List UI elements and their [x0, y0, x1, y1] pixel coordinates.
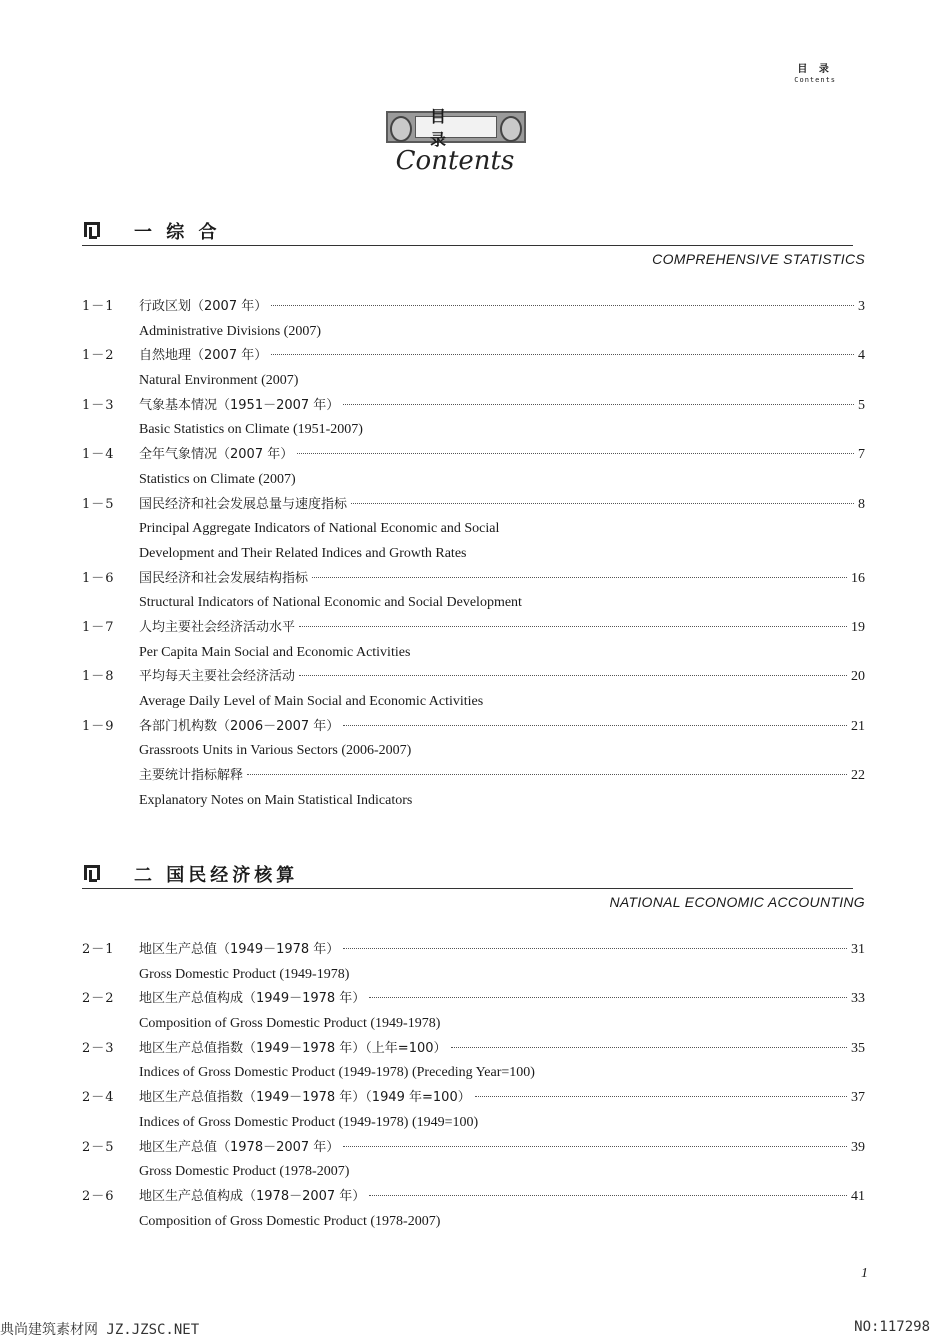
entry-number: 1－6: [82, 570, 115, 586]
entry-title-en: Natural Environment (2007): [139, 373, 299, 389]
entry-page-number: 7: [858, 447, 865, 463]
entry-list: [82, 938, 865, 1234]
section-national-economic-accounting: [82, 865, 865, 1229]
dot-leader: [475, 1096, 847, 1097]
entry-title-cn: 平均每天主要社会经济活动: [139, 669, 296, 685]
section-bullet-icon: [84, 865, 100, 880]
entry-number: 1－9: [82, 718, 115, 734]
entry-title-cn: 各部门机构数（2006－2007 年）: [139, 718, 340, 734]
entry-page-number: 22: [851, 768, 865, 784]
running-header-en: Contents: [794, 76, 836, 84]
dot-leader: [299, 626, 847, 627]
entry-title-cn: 地区生产总值指数（1949－1978 年）（上年=100）: [139, 1040, 447, 1056]
entry-cn-line: [139, 567, 865, 592]
dot-leader: [299, 675, 847, 676]
entry-number: 2－1: [82, 942, 115, 957]
watermark-number: NO:117298: [854, 1319, 930, 1335]
section-heading: [82, 222, 865, 267]
dot-leader: [369, 1195, 847, 1196]
entry-page-number: 8: [858, 496, 865, 512]
entry-number: 1－8: [82, 669, 115, 685]
entry-number: 1－7: [82, 619, 115, 635]
entry-title-en: Development and Their Related Indices and Growth Rates: [139, 545, 467, 561]
entry-page-number: 33: [851, 991, 865, 1007]
entry-title-cn: 人均主要社会经济活动水平: [139, 619, 296, 635]
section-title-en: COMPREHENSIVE STATISTICS: [652, 251, 865, 267]
title-cn: 目 录: [415, 116, 497, 138]
dot-leader: [297, 453, 854, 454]
toc-entry[interactable]: [82, 1185, 865, 1210]
entry-page-number: 37: [851, 1090, 865, 1106]
entry-title-cn: 国民经济和社会发展结构指标: [139, 570, 309, 586]
toc-entry-en-row: [82, 641, 865, 666]
entry-page-number: 20: [851, 669, 865, 685]
dot-leader: [247, 774, 847, 775]
entry-page-number: 5: [858, 397, 865, 413]
toc-entry-en-row: [82, 591, 865, 616]
entry-page-number: 19: [851, 619, 865, 635]
toc-entry[interactable]: [82, 1086, 865, 1111]
toc-entry-en-row: [82, 789, 865, 814]
entry-title-en: Average Daily Level of Main Social and Economic Activities: [139, 694, 484, 709]
entry-title-en: Gross Domestic Product (1978-2007): [139, 1164, 350, 1180]
watermark-site: 典尚建筑素材网 JZ.JZSC.NET: [0, 1322, 200, 1338]
entry-cn-line: [139, 987, 865, 1012]
entry-cn-line: [139, 938, 865, 963]
entry-cn-line: [139, 1086, 865, 1111]
entry-page-number: 35: [851, 1040, 865, 1056]
toc-entry-en-row: [82, 1160, 865, 1185]
toc-entry-en-row: [82, 418, 865, 443]
entry-cn-line: [139, 344, 865, 369]
toc-entry[interactable]: [82, 665, 865, 690]
entry-title-en: Gross Domestic Product (1949-1978): [139, 966, 350, 982]
entry-cn-line: [139, 616, 865, 641]
section-heading: [82, 865, 865, 910]
toc-entry[interactable]: [82, 344, 865, 369]
toc-entry[interactable]: [82, 1136, 865, 1161]
entry-title-cn: 地区生产总值（1949－1978 年）: [139, 942, 340, 957]
toc-entry-en-row: [82, 963, 865, 988]
entry-title-en: Basic Statistics on Climate (1951-2007): [139, 422, 363, 438]
toc-entry-en-row: [82, 1061, 865, 1086]
toc-entry[interactable]: [82, 394, 865, 419]
dot-leader: [343, 1146, 847, 1147]
entry-page-number: 16: [851, 570, 865, 586]
entry-number: 1－1: [82, 299, 115, 314]
title-plaque: [386, 107, 526, 149]
entry-title-cn: 自然地理（2007 年）: [139, 348, 268, 364]
toc-entry[interactable]: [82, 938, 865, 963]
entry-number: 2－4: [82, 1090, 115, 1106]
toc-entry[interactable]: [82, 715, 865, 740]
section-rule: [82, 245, 853, 246]
entry-page-number: 4: [858, 348, 865, 364]
dot-leader: [271, 305, 854, 306]
dot-leader: [343, 948, 847, 949]
dot-leader: [343, 725, 847, 726]
entry-number: 1－2: [82, 348, 115, 364]
toc-entry-en-row: [82, 690, 865, 715]
entry-cn-line: [139, 715, 865, 740]
dot-leader: [351, 503, 854, 504]
toc-entry[interactable]: [82, 443, 865, 468]
entry-number: 1－4: [82, 447, 115, 463]
entry-number: 2－2: [82, 991, 115, 1007]
page-number: 1: [861, 1266, 868, 1281]
entry-page-number: 39: [851, 1139, 865, 1155]
entry-cn-line: [139, 764, 865, 789]
entry-cn-line: [139, 493, 865, 518]
dot-leader: [271, 354, 854, 355]
entry-title-en: Indices of Gross Domestic Product (1949-1978) (Preceding Year=100): [139, 1065, 535, 1081]
title-en: Contents: [395, 146, 515, 176]
toc-entry-en-row: [82, 468, 865, 493]
entry-title-en: Per Capita Main Social and Economic Activities: [139, 644, 411, 660]
entry-page-number: 21: [851, 718, 865, 734]
toc-entry[interactable]: [82, 616, 865, 641]
entry-title-cn: 地区生产总值构成（1978－2007 年）: [139, 1188, 366, 1204]
entry-title-en: Statistics on Climate (2007): [139, 471, 296, 487]
entry-title-en: Grassroots Units in Various Sectors (2006-2007): [139, 743, 412, 759]
entry-list: [82, 295, 865, 813]
section-rule: [82, 888, 853, 889]
entry-title-cn: 行政区划（2007 年）: [139, 299, 268, 314]
dot-leader: [312, 577, 847, 578]
toc-entry[interactable]: [82, 567, 865, 592]
toc-entry[interactable]: [82, 987, 865, 1012]
entry-title-cn: 地区生产总值（1978－2007 年）: [139, 1139, 340, 1155]
toc-entry[interactable]: [82, 764, 865, 789]
entry-title-en: Composition of Gross Domestic Product (1949-1978): [139, 1016, 441, 1032]
toc-entry[interactable]: [82, 1037, 865, 1062]
entry-title-cn: 全年气象情况（2007 年）: [139, 447, 294, 463]
entry-title-cn: 地区生产总值指数（1949－1978 年）（1949 年=100）: [139, 1090, 471, 1106]
toc-entry-en-row: [82, 517, 865, 542]
entry-number: 2－5: [82, 1139, 115, 1155]
entry-title-cn: 主要统计指标解释: [139, 768, 244, 784]
entry-title-cn: 气象基本情况（1951－2007 年）: [139, 397, 340, 413]
toc-entry-en-row: [82, 1012, 865, 1037]
toc-entry-en-row: [82, 1210, 865, 1235]
entry-title-cn: 国民经济和社会发展总量与速度指标: [139, 496, 348, 512]
entry-cn-line: [139, 1185, 865, 1210]
entry-cn-line: [139, 394, 865, 419]
dot-leader: [451, 1047, 847, 1048]
toc-entry-en-row: [82, 739, 865, 764]
entry-title-en: Explanatory Notes on Main Statistical Indicators: [139, 792, 413, 808]
toc-entry-en-row: [82, 542, 865, 567]
dot-leader: [343, 404, 854, 405]
entry-title-en: Composition of Gross Domestic Product (1978-2007): [139, 1213, 441, 1229]
running-header-cn: 目 录: [797, 64, 833, 75]
entry-title-en: Principal Aggregate Indicators of National Economic and Social: [139, 521, 500, 537]
entry-cn-line: [139, 295, 865, 320]
entry-cn-line: [139, 1136, 865, 1161]
toc-entry[interactable]: [82, 295, 865, 320]
entry-page-number: 41: [851, 1188, 865, 1204]
entry-title-en: Indices of Gross Domestic Product (1949-1978) (1949=100): [139, 1114, 479, 1130]
section-title-en: NATIONAL ECONOMIC ACCOUNTING: [609, 894, 865, 910]
entry-number: 1－5: [82, 496, 115, 512]
dot-leader: [369, 997, 847, 998]
toc-entry-en-row: [82, 369, 865, 394]
entry-cn-line: [139, 665, 865, 690]
running-header: [794, 60, 836, 84]
entry-number: 1－3: [82, 397, 115, 413]
entry-title-cn: 地区生产总值构成（1949－1978 年）: [139, 991, 366, 1007]
toc-entry[interactable]: [82, 493, 865, 518]
section-bullet-icon: [84, 222, 100, 237]
entry-title-en: Administrative Divisions (2007): [139, 323, 321, 339]
entry-cn-line: [139, 1037, 865, 1062]
entry-page-number: 3: [858, 299, 865, 314]
entry-page-number: 31: [851, 942, 865, 957]
toc-entry-en-row: [82, 320, 865, 345]
section-title-cn: 二 国民经济核算: [134, 865, 299, 886]
section-title-cn: 一 综 合: [134, 222, 221, 243]
entry-number: 2－3: [82, 1040, 115, 1056]
toc-entry-en-row: [82, 1111, 865, 1136]
entry-number: 2－6: [82, 1188, 115, 1204]
entry-title-en: Structural Indicators of National Economic and Social Development: [139, 595, 522, 611]
section-comprehensive-statistics: [82, 222, 865, 808]
entry-cn-line: [139, 443, 865, 468]
